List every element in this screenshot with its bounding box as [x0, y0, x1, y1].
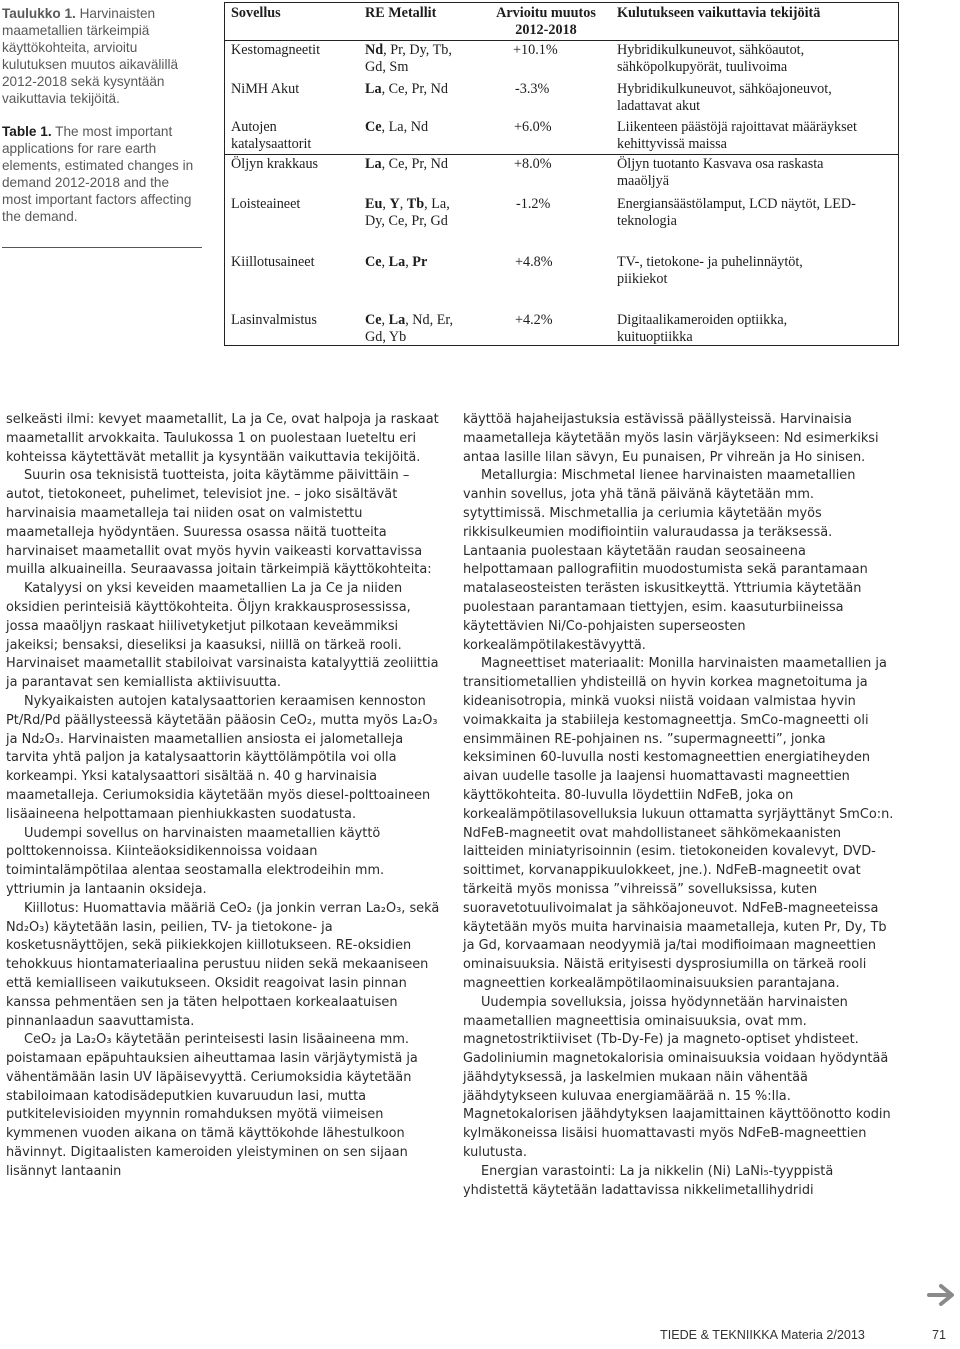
caption-label-en: Table 1. — [2, 124, 52, 140]
caption-text-fi: Harvinaisten maametallien tärkeimpiä käyttökohteita, arvioitu kulutuksen muutos aikavälillä 2012-2018 sekä kysyntään vaikuttavia tekijöitä. — [2, 6, 179, 106]
table-cell-metals: Eu, Y, Tb, La, Dy, Ce, Pr, Gd — [365, 196, 450, 229]
table-cell-metals: Ce, La, Nd, Er, Gd, Yb — [365, 312, 454, 345]
table-cell-metals: Ce, La, Nd — [365, 119, 429, 135]
page-footer — [660, 1328, 960, 1342]
rare-earth-table — [224, 2, 899, 346]
header-application: Sovellus — [231, 5, 281, 21]
paragraph: selkeästi ilmi: kevyet maametallit, La ja Ce, ovat halpoja ja raskaat maametallit arvokkaita. Taulukossa 1 on puolestaan lueteltu eri kohteissa käytettävät metallit ja kysyntään vaikuttavia tekijöitä. — [6, 412, 439, 465]
table-cell-change: -1.2% — [516, 196, 551, 212]
table-cell-change: +8.0% — [514, 156, 552, 172]
table-cell-factors: TV-, tietokone- ja puhelinnäytöt, piikiekot — [617, 254, 803, 287]
paragraph: Nykyaikaisten autojen katalysaattorien keraamisen kennoston Pt/Rd/Pd päällysteessä käytetään pääosin CeO₂, mutta myös La₂O₃ ja Nd₂O₃. Harvinaisten maametallien ansiosta ei jalometalleja tarvita yhtä paljon ja katalysaattorin käyttölämpötila voi olla korkeampi. Yksi katalysaattori sisältää n. 40 g harvinaisia maametalleja. Ceriumoksidia käytetään myös diesel-polttoaineen lisäaineena helpottamaan pienhiukkasten suodatusta. — [6, 693, 438, 822]
table-cell-change: -3.3% — [515, 81, 550, 97]
table-cell-change: +6.0% — [514, 119, 552, 135]
caption-label-fi: Taulukko 1. — [2, 6, 76, 21]
row-divider — [225, 154, 898, 155]
paragraph: Magneettiset materiaalit: Monilla harvinaisten maametallien ja transitiometallien yhdisteillä on hyvin korkea magnetoituma ja kideanisotropia, minkä vuoksi niistä voidaan valmistaa hyvin voimakkaita ja stabiileja kestomagneettja. SmCo-magneetti oli ensimmäinen RE-pohjainen ns. ”supermagneetti”, jonka keksiminen 60-luvulla nosti kestomagneettien energiatiheyden aivan uudelle tasolle ja laajensi huomattavasti magneettien käyttökohteita. 80-luvulla löydettiin NdFeB, joka on korkealämpötilasovelluksia lukuun ottamatta syrjäyttänyt SmCo:n. NdFeB-magneetit ovat mahdollistaneet sähkömekaanisten laitteiden miniatyrisoinnin (esim. tietokoneiden kovalevyt, DVD-soittimet, korvanappikuulokkeet, jne.). NdFeB-magneetit ovat tärkeitä myös monissa ”vihreissä” sovelluksissa, kuten suoravetotuulivoimalat ja sähköajoneuvot. NdFeB-magneeteissa käytetään myös muita harvinaisia maametalleja, kuten Pr, Dy, Tb ja Gd, korvaamaan neodyymiä ja/tai modifioimaan magneettien ominaisuuksia. Näistä erityisesti dysprosiumilla on tärkeä rooli magneettien korkealämpötilaominaisuuksien parantajana. — [463, 656, 894, 991]
header-change: Arvioitu muutos 2012-2018 — [496, 5, 596, 38]
article-column-right — [463, 411, 900, 1200]
paragraph: Uudempia sovelluksia, joissa hyödynnetään harvinaisten maametallien magneettisia ominaisuuksia, ovat mm. magnetostriktiiviset (Tb-Dy-Fe) ja magneto-optiset yhdisteet. Gadoliniumin magnetokalorisia ominaisuuksia voidaan hyödyntää jäähdytyksessä, ja laskelmien mukaan näin vähentää jäähdytykseen kuluvaa energiamäärää n. 15 %:lla. Magnetokalorisen jäähdytyksen laajamittainen käyttöönotto kodin kylmäkoneissa lisäisi huomattavasti myös NdFeB-magneettien kulutusta. — [463, 994, 891, 1161]
magazine-name: TIEDE & TEKNIIKKA Materia 2/2013 — [660, 1328, 865, 1342]
paragraph: Metallurgia: Mischmetal lienee harvinaisten maametallien vanhin sovellus, jota yhä tänä päivänä käytetään mm. sytyttimissä. Mischmetallia ja ceriumia käytetään myös rikkisulkeumien modifiointiin valuraudassa ja teräksessä. Lantaania puolestaan käytetään raudan seosaineena helpottamaan pallografiitin muodostumista sekä parantamaan matalaseosteisten terästen iskusitkeyttä. Yttriumia käytetään puolestaan parantamaan tiettyjen, esim. kaasuturbiineissa käytettävien Ni/Co-pohjaisten superseosten korkealämpötilakestävyyttä. — [463, 468, 868, 653]
table-cell-factors: Energiansäästölamput, LCD näytöt, LED-teknologia — [617, 196, 856, 229]
table-cell-app: Kestomagneetit — [231, 42, 321, 58]
table-cell-factors: Liikenteen päästöjä rajoittavat määräykset kehittyvissä maissa — [617, 119, 857, 152]
table-cell-metals: La, Ce, Pr, Nd — [365, 156, 448, 172]
table-cell-metals: Nd, Pr, Dy, Tb, Gd, Sm — [365, 42, 452, 75]
table-cell-factors: Hybridikulkuneuvot, sähköajoneuvot, ladattavat akut — [617, 81, 832, 114]
table-cell-factors: Hybridikulkuneuvot, sähköautot, sähköpolkupyörät, tuulivoima — [617, 42, 805, 75]
table-cell-factors: Digitaalikameroiden optiikka, kuituoptiikka — [617, 312, 788, 345]
caption-text-en: The most important applications for rare earth elements, estimated changes in demand 2012-2018 and the most important factors affecting the demand. — [2, 124, 194, 224]
header-divider — [225, 40, 898, 41]
table-cell-metals: Ce, La, Pr — [365, 254, 428, 270]
caption-divider — [2, 247, 202, 248]
paragraph: Kiillotus: Huomattavia määriä CeO₂ (ja jonkin verran La₂O₃, sekä Nd₂O₃) käytetään lasin, peilien, TV- ja tietokone- ja kosketusnäyttöjen, sekä piikiekkojen kiillotukseen. RE-oksidien tehokkuus hiontamateriaalina perustuu niiden sekä mekaaniseen että kemialliseen vaikutukseen. Oksidit reagoivat lasin pinnan kanssa pehmentäen sen ja täten helpottaen korkealaatuisen pinnanlaadun saavuttamista. — [6, 900, 440, 1029]
paragraph: Katalyysi on yksi keveiden maametallien La ja Ce ja niiden oksidien perinteisiä käyttökohteita. Öljyn krakkausprosessissa, jossa maaöljyn raskaat hiilivetyketjut pilkotaan keveämmiksi jakeiksi; bensaksi, dieseliksi ja kaasuksi, niillä on tärkeä rooli. Harvinaiset maametallit stabiloivat varsinaista katalyyttiä zeoliittia ja parantavat sen kemiallista aktiivisuutta. — [6, 581, 439, 691]
table-cell-change: +4.8% — [515, 254, 553, 270]
paragraph: Energian varastointi: La ja nikkelin (Ni) LaNi₅-tyyppistä yhdistettä käytetään ladattavissa nikkelimetallihydridi — [463, 1163, 834, 1198]
continue-arrow-icon — [927, 1283, 957, 1307]
table-cell-app: Lasinvalmistus — [231, 312, 317, 328]
table-cell-app: Kiillotusaineet — [231, 254, 315, 270]
table-cell-change: +4.2% — [515, 312, 553, 328]
article-column-left — [6, 411, 443, 1182]
table-cell-change: +10.1% — [513, 42, 558, 58]
header-metals: RE Metallit — [365, 5, 437, 21]
page-number: 71 — [932, 1328, 947, 1342]
table-cell-app: NiMH Akut — [231, 81, 300, 97]
table-caption — [2, 6, 202, 243]
table-cell-app: Loisteaineet — [231, 196, 301, 212]
table-cell-app: Öljyn krakkaus — [231, 156, 319, 172]
table-cell-app: Autojen katalysaattorit — [231, 119, 312, 152]
table-cell-factors: Öljyn tuotanto Kasvava osa raskasta maaöljyä — [617, 156, 824, 189]
header-factors: Kulutukseen vaikuttavia tekijöitä — [617, 5, 821, 21]
table-cell-metals: La, Ce, Pr, Nd — [365, 81, 448, 97]
paragraph: CeO₂ ja La₂O₃ käytetään perinteisesti lasin lisäaineena mm. poistamaan epäpuhtauksien aiheuttamaa lasin värjäytymistä ja vähentämään lasin UV läpäisevyyttä. Ceriumoksidia käytetään stabiloimaan katodisädeputkien kuvaruudun lasi, mutta putkitelevisioiden myynnin romahduksen myötä viimeisen kymmenen vuoden aikana on tämä käyttökohde lähestulkoon hävinnyt. Digitaalisten kameroiden yleistyminen on sen sijaan lisännyt lantaanin — [6, 1032, 418, 1179]
paragraph: Suurin osa teknisistä tuotteista, joita käytämme päivittäin – autot, tietokoneet, puhelimet, televisiot jne. – joko sisältävät harvinaisia maametalleja tai niiden osat on valmistettu maametalleja hyödyntäen. Suuressa osassa näitä tuotteita harvinaiset maametallit ovat myös hyvin vaikeasti korvattavissa muilla alkuaineilla. Seuraavassa joitain tärkeimpiä käyttökohteita: — [6, 468, 432, 578]
paragraph: käyttöä hajaheijastuksia estävissä päällysteissä. Harvinaisia maametalleja käytetään myös lasin värjäykseen: Nd esimerkiksi antaa lasille lilan sävyn, Eu punaisen, Pr vihreän ja Ho sinisen. — [463, 412, 879, 465]
paragraph: Uudempi sovellus on harvinaisten maametallien käyttö polttokennoissa. Kiinteäoksidikennoissa voidaan toimintalämpötilaa alentaa seostamalla elektrodeihin mm. yttriumin ja lantaanin oksideja. — [6, 825, 385, 897]
